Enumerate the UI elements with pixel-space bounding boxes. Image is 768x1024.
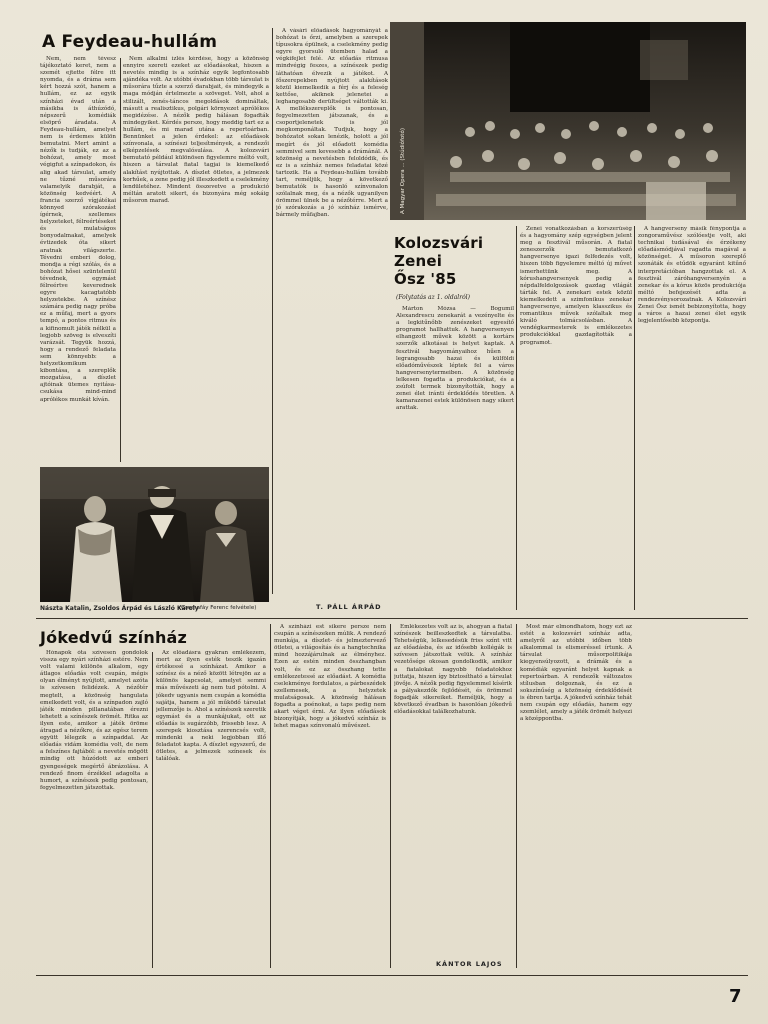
- concert-photo: [390, 22, 746, 220]
- jokedvu-column-3-text: A színházi est sikere persze nem csupán a színészeken múlik. A rendező munkája, a díszlet- és jelmeztervező ötletei, a világosítás és a hangtechnika mind hozzájárulnak az élményhez. Ezen az estén minden összhangban volt, és ez az összhang tette emlékezetessé az előadást. A komédia cselekménye fordulatos, a párbeszédek szellemesek, a helyzetek mulatságosak. A közönség hálásan fogadta a poénokat, a taps pedig nem akart véget érni. Az ilyen előadások bizonyítják, hogy a jókedvű színház is lehet magas színvonalú művészet.: [274, 624, 386, 730]
- feydeau-column-3: [276, 28, 388, 594]
- feydeau-photo-credit: (Csomafáy Ferenc felvétele): [179, 605, 257, 611]
- jokedvu-column-5: [520, 624, 632, 960]
- kolozsvari-byline: KÁNTOR LAJOS: [436, 960, 503, 968]
- jokedvu-column-4-text: Emlékezetes volt az is, ahogyan a fiatal színészek beilleszkedtek a társulatba. Tehetségük, lelkesedésük friss színt vitt az előadásba, és az idősebb kollégák is szívesen játszottak velük. A színház vezetősége okosan gondolkodik, amikor a fiatalokat nagyobb feladatokhoz juttatja, hiszen így biztosítható a társulat jövője. A nézők pedig figyelemmel kísérik a pályakezdők fejlődését, és örömmel fogadják sikereiket. Reméljük, hogy a következő évadban is hasonlóan jókedvű előadásokkal találkozhatunk.: [394, 624, 512, 716]
- concert-photo-credit: A Magyar Opera ... (Stúdiófotó): [400, 128, 406, 214]
- column-rule: [516, 624, 517, 968]
- kolozsvari-headline-line3: Ősz '85: [394, 270, 457, 288]
- kolozsvari-column-1-text: Márton Mózsa — Bogumil Alexandrescu zenekarát a vezényelte és a legkitűnőbb zenészeket egyesítő programot hallhattuk. A hangversenyen elhangzott művek között a kortárs szerzők alkotásai is helyet kaptak. A fesztivál hagyományaihoz hűen a legrangosabb hazai és külföldi előadóművészek léptek fel a város hangversenytermeiben. A közönség lelkesen fogadta a produkciókat, és a zsúfolt termek bizonyították, hogy a zenei élet iránti érdeklődés töretlen. A kamarazenei estek különösen nagy sikert arattak.: [396, 306, 514, 412]
- feydeau-photo-caption: Nászta Katalin, Zsoldos Árpád és László Károly: [40, 605, 199, 612]
- feydeau-column-1: [40, 56, 116, 464]
- jokedvu-column-2: [156, 650, 266, 970]
- bottom-rule: [36, 975, 748, 976]
- feydeau-column-1-text: Nem, nem tévesz tájékoztató keret, nem a szemét ejtette félre itt nyomda, és a dráma sem kért hozzá szót, hanem a hullám, ez az egyik színházi évad után a másikba is áthúzódó, népszerű komédiák elsöprő áradata. A Feydeau-hullám, amelyet nem is érdemes külön bemutatni. Mert amint a nézők is tudják, ez az a bohózat, amely most végigfut a színpadokon, és alig akad társulat, amely ne tűzné műsorára valamelyik darabját, a közönség kedvéért. A francia szerző vígjátékai könnyed szórakozást ígérnek, szellemes helyzeteket, félreértéseket és mulatságos bonyodalmakat, amelyek évtizedek óta sikert aratnak világszerte. Tévedni emberi dolog, mondja a régi szólás, és a bohózat hősei szüntelenül tévednek, egymást félreértve keverednek egyre kacagtatóbb helyzetekbe. A színész számára pedig nagy próba ez a műfaj, mert a gyors tempó, a pontos ritmus és a kifinomult játék nélkül a legjobb szöveg is elveszíti varázsát. Tegyük hozzá, hogy a rendező feladata sem könnyebb: a helyzetkomikum kibontása, a szereplők mozgatása, a díszlet ajtóinak ütemes nyitása-csukása mind-mind aprólékos munkát kíván.: [40, 56, 116, 403]
- column-rule: [516, 226, 517, 610]
- column-rule: [152, 652, 153, 968]
- kolozsvari-headline: [394, 234, 484, 288]
- feydeau-headline: A Feydeau-hullám: [42, 32, 218, 52]
- jokedvu-column-3: [274, 624, 386, 970]
- kolozsvari-column-1: [396, 306, 514, 594]
- kolozsvari-column-3: [638, 226, 746, 612]
- jokedvu-column-1-text: Hónapok óta szívesen gondolok vissza egy nyári színházi estére. Nem volt valami különös alkalom, egy átlagos előadás volt csupán, mégis olyan élményt nyújtott, amelyet azóta is szívesen felidézek. A nézőtér megtelt, a közönség hangulata emelkedett volt, és a színpadon zajló játék minden pillanatában érezni lehetett a színészek örömét. Ritka az ilyen este, amikor a játék öröme átragad a nézőkre, és az egész terem együtt lélegzik a színpaddal. Az előadás vidám komédia volt, de nem a felszínes fajtából: a nevetés mögött mindig ott húzódott az emberi gyengeségek megértő ábrázolása. A rendező finom érzékkel adagolta a humort, a színészek pedig pontosan, fegyelmezetten játszottak.: [40, 650, 148, 791]
- jokedvu-column-4: [394, 624, 512, 970]
- kolozsvari-column-2-text: Zenei vonatkozásban a korszerűség és a hagyomány szép egységben jelent meg a fesztivál műsorán. A fiatal zeneszerzők bemutatkozó hangversenye igazi felfedezés volt, hiszen több figyelemre méltó új művet ismerhettünk meg. A kórushangversenyek pedig a népdalfeldolgozások gazdag világát tárták fel. A zenekari estek közül kiemelkedett a szimfonikus zenekar hangversenye, amelyen klasszikus és romantikus művek szólaltak meg kiváló tolmácsolásban. A vendégkarmesterek is emlékezetes produkciókkal gazdagították a programot.: [520, 226, 632, 346]
- kolozsvari-subtitle: (Folytatás az 1. oldalról): [396, 294, 470, 301]
- page-number: 7: [729, 986, 742, 1007]
- column-rule: [634, 226, 635, 610]
- column-rule: [390, 624, 391, 968]
- jokedvu-column-1: [40, 650, 148, 970]
- kolozsvari-headline-line2: Zenei: [394, 252, 443, 270]
- feydeau-photo: [40, 467, 269, 602]
- section-divider: [36, 618, 748, 619]
- column-rule: [120, 58, 121, 462]
- feydeau-column-3-text: A vásári előadások hagyományát a bohózat is őrzi, amelyben a szerepek típusokra épülnek, a cselekmény pedig egyre gyorsuló ütemben halad a végkifejlet felé. Az előadás ritmusa mindvégig feszes, a színészek pedig láthatóan élvezik a játékot. A főszerepekben nyújtott alakítások közül kiemelkedik a férj és a feleség kettőse, akiknek jelenetei a leghangosabb derültséget váltották ki. A mellékszereplők is pontosan, fegyelmezetten játszanak, és a csoportjelenetek is jól megkomponáltak. Tudjuk, hogy a bohózatot sokan lenézik, holott a jól megírt és jól előadott komédia semmivel sem kevesebb a drámánál. A közönség a nevetésben feloldódik, és ez is a színház nemes feladatai közé tartozik. Ha a Feydeau-hullám tovább tart, reméljük, hogy a következő bemutatók is hasonló színvonalon szólalnak meg, és a nézők ugyanilyen örömmel ülnek be a nézőtérre. Mert a jó szórakozás a jó színház ismérve, bármely műfajban.: [276, 28, 388, 219]
- jokedvu-column-5-text: Most már elmondhatom, hogy ezt az estét a kolozsvári színház adta, amelyről az utóbbi időben több alkalommal is elismeréssel írtunk. A társulat műsorpolitikája kiegyensúlyozott, a drámák és a komédiák egyaránt helyet kapnak a repertoárban. A rendezők változatos stílusban dolgoznak, és ez a sokszínűség a közönség érdeklődését is ébren tartja. A jókedvű színház tehát nem csupán egy előadás, hanem egy szemlélet, amely a játék örömét helyezi a középpontba.: [520, 624, 632, 723]
- feydeau-column-2-text: Nem alkalmi ízlés kérdése, hogy a közönség ennyire szereti ezeket az előadásokat, hiszen a nevetés mindig is a színház egyik legfontosabb ajándéka volt. Az utóbbi évadokban több társulat is műsorára tűzte a szerző darabjait, és mindegyik a maga módján értelmezte a szöveget. Volt, ahol a stilizált, zenés-táncos megoldások domináltak, másutt a realisztikus, polgári környezet aprólékos megidézése. A nézők pedig hálásan fogadták mindegyiket. Kérdés persze, hogy meddig tart ez a hullám, és mi marad utána a repertoárban. Bennünket a jelen érdekel: az előadások színvonala, a színészi teljesítmények, a rendezői elképzelések megvalósulása. A kolozsvári bemutató például különösen figyelemre méltó volt, hiszen a társulat fiatal tagjai is kiemelkedő alakítást nyújtottak. A díszlet ötletes, a jelmezek korhűek, a zene pedig jól illeszkedett a cselekmény lendületéhez. Mindent összevetve a produkció méltán aratott sikert, és bizonyára még sokáig műsoron marad.: [123, 56, 269, 204]
- kolozsvari-headline-line1: Kolozsvári: [394, 234, 484, 252]
- feydeau-byline: T. PÁLL ÁRPÁD: [316, 603, 382, 611]
- feydeau-column-2: [123, 56, 269, 464]
- jokedvu-headline: Jókedvű színház: [40, 628, 188, 647]
- column-rule: [272, 28, 273, 594]
- kolozsvari-column-3-text: A hangverseny másik fénypontja a zongoraművész szólóestje volt, aki technikai tudásával és érzékeny előadásmódjával ragadta magával a közönséget. A műsoron szereplő szonáták és etűdök egyaránt kitűnő interpretációban hangzottak el. A fesztivál záróhangversenyén a zenekar és a kórus közös produkciója méltó befejezését adta a rendezvénysorozatnak. A Kolozsvári Zenei Ősz ismét bebizonyította, hogy a város a hazai zenei élet egyik legjelentősebb központja.: [638, 226, 746, 325]
- jokedvu-column-2-text: Az előadásra gyakran emlékezem, mert az ilyen esték teszik igazán értékessé a színházat. Amikor a színész és a néző között létrejön az a különös kapcsolat, amelyet semmi más művészeti ág nem tud pótolni. A jókedv ugyanis nem csupán a komédia sajátja, hanem a jól működő társulat jellemzője is. Ahol a színészek szeretik egymást és a munkájukat, ott az előadás is sugárzóbb, frissebb lesz. A szerepek kiosztása szerencsés volt, mindenki a neki legjobban illő feladatot kapta. A díszlet egyszerű, de ötletes, a jelmezek színesek és találóak.: [156, 650, 266, 763]
- column-rule: [270, 624, 271, 968]
- kolozsvari-column-2: [520, 226, 632, 612]
